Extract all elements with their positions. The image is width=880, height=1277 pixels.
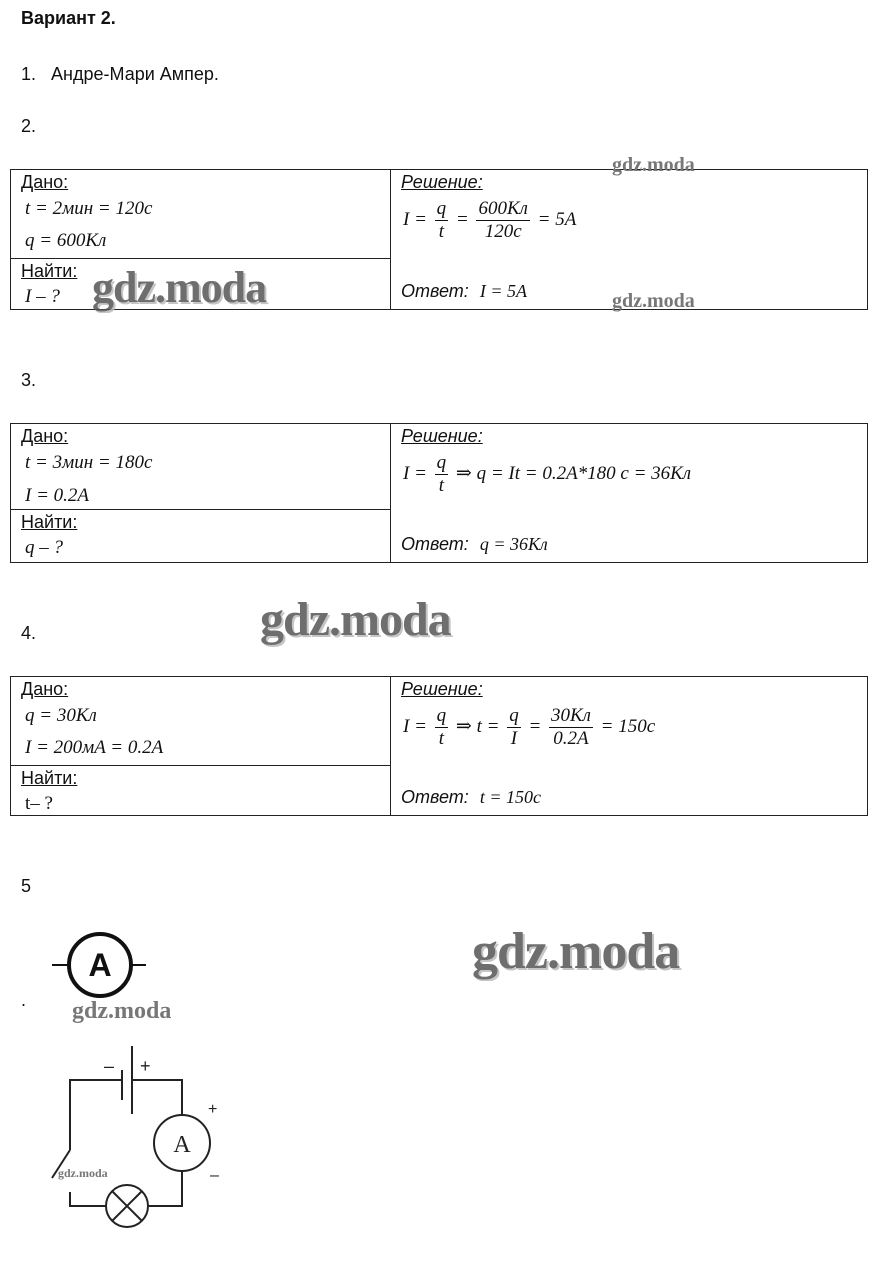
formula-rhs: ⇒ q = It = 0.2A*180 с = 36Кл — [455, 462, 692, 484]
formula-lhs: I = — [403, 715, 427, 737]
answer-value: t = 150с — [479, 787, 541, 807]
watermark: gdz.moda — [612, 290, 695, 312]
wire-left-bottom — [70, 1192, 106, 1206]
ammeter-symbol — [50, 930, 150, 1000]
solution-header: Решение: — [401, 426, 483, 446]
ammeter-minus: – — [210, 1167, 219, 1184]
find-value: I – ? — [25, 286, 60, 307]
item-5-number: 5 — [21, 876, 32, 896]
solution-cell — [391, 170, 867, 309]
answer-label: Ответ: — [401, 534, 469, 554]
fraction-values: $\frac{600Кл}{120с}$ — [478, 198, 528, 242]
formula-lhs: I = — [403, 462, 427, 484]
solution-cell — [391, 677, 867, 815]
given-header: Дано: — [21, 679, 69, 699]
find-cell — [11, 509, 390, 564]
formula-lhs: I = — [403, 208, 427, 230]
find-value: t– ? — [25, 793, 53, 814]
ammeter-plus: + — [208, 1101, 218, 1118]
item-1 — [21, 64, 219, 85]
fraction-values: $\frac{30Кл}{0.2A}$ — [551, 705, 591, 749]
problem-4-table — [10, 676, 868, 816]
formula-rhs: = 5A — [537, 208, 577, 230]
solution-formula: I = $\frac{q}{t}$ ⇒ t = $\frac{q}{I}$ = $\frac{30Кл}{0.2A}$ = 150с — [403, 705, 656, 749]
given-line-2: q = 600Кл — [25, 230, 107, 251]
item-1-text: Андре-Мари Ампер. — [51, 64, 219, 84]
circuit-ammeter-letter: A — [173, 1132, 191, 1158]
solution-formula: I = $\frac{q}{t}$ = $\frac{600Кл}{120с}$ = 5A — [403, 198, 577, 242]
fraction-q-over-t: $\frac{q}{t}$ — [436, 705, 447, 749]
solution-formula — [403, 452, 691, 497]
watermark: gdz.moda — [58, 1166, 108, 1180]
problem-3-number: 3. — [21, 370, 37, 390]
answer-label: Ответ: — [401, 281, 469, 301]
find-header: Найти: — [21, 512, 78, 532]
find-header: Найти: — [21, 261, 78, 281]
answer-line — [401, 281, 527, 302]
circuit-diagram — [40, 1040, 240, 1230]
given-line-2: I = 0.2A — [25, 485, 90, 506]
answer-line — [401, 787, 541, 808]
battery-plus: + — [140, 1056, 151, 1076]
formula-rhs: = 150с — [600, 715, 656, 737]
wire-right-bottom — [148, 1170, 182, 1206]
watermark: gdz.moda — [72, 998, 172, 1024]
watermark: gdz.moda — [260, 593, 451, 646]
given-line-1: q = 30Кл — [25, 705, 97, 726]
solution-header: Решение: — [401, 172, 483, 192]
find-cell — [11, 765, 390, 817]
watermark: gdz.moda — [92, 263, 267, 312]
fraction-q-over-i: $\frac{q}{I}$ — [509, 705, 519, 749]
answer-label: Ответ: — [401, 787, 469, 807]
problem-3-table — [10, 423, 868, 563]
answer-value: I = 5A — [479, 281, 527, 301]
stray-dot: . — [21, 990, 27, 1010]
given-header: Дано: — [21, 426, 69, 446]
watermark: gdz.moda — [612, 154, 695, 176]
fraction-q-over-t: $\frac{q}{t}$ — [436, 198, 447, 242]
fraction-q-over-t: $\frac{q}{t}$ — [436, 452, 447, 496]
find-value: q – ? — [25, 537, 63, 558]
item-1-number: 1. — [21, 64, 37, 84]
page-title: Вариант 2. — [21, 8, 116, 28]
answer-line — [401, 534, 548, 555]
solution-header: Решение: — [401, 679, 483, 699]
given-line-1: t = 3мин = 180с — [25, 452, 153, 473]
given-header: Дано: — [21, 172, 69, 192]
problem-2-number: 2. — [21, 116, 37, 136]
wire-left-top — [70, 1080, 122, 1150]
battery-minus: – — [104, 1056, 115, 1076]
answer-value: q = 36Кл — [479, 534, 548, 554]
given-line-2: I = 200мA = 0.2A — [25, 737, 164, 758]
given-line-1: t = 2мин = 120с — [25, 198, 153, 219]
problem-4-number: 4. — [21, 623, 37, 643]
watermark: gdz.moda — [472, 923, 680, 980]
find-header: Найти: — [21, 768, 78, 788]
solution-cell — [391, 424, 867, 562]
ammeter-letter: A — [88, 947, 112, 983]
